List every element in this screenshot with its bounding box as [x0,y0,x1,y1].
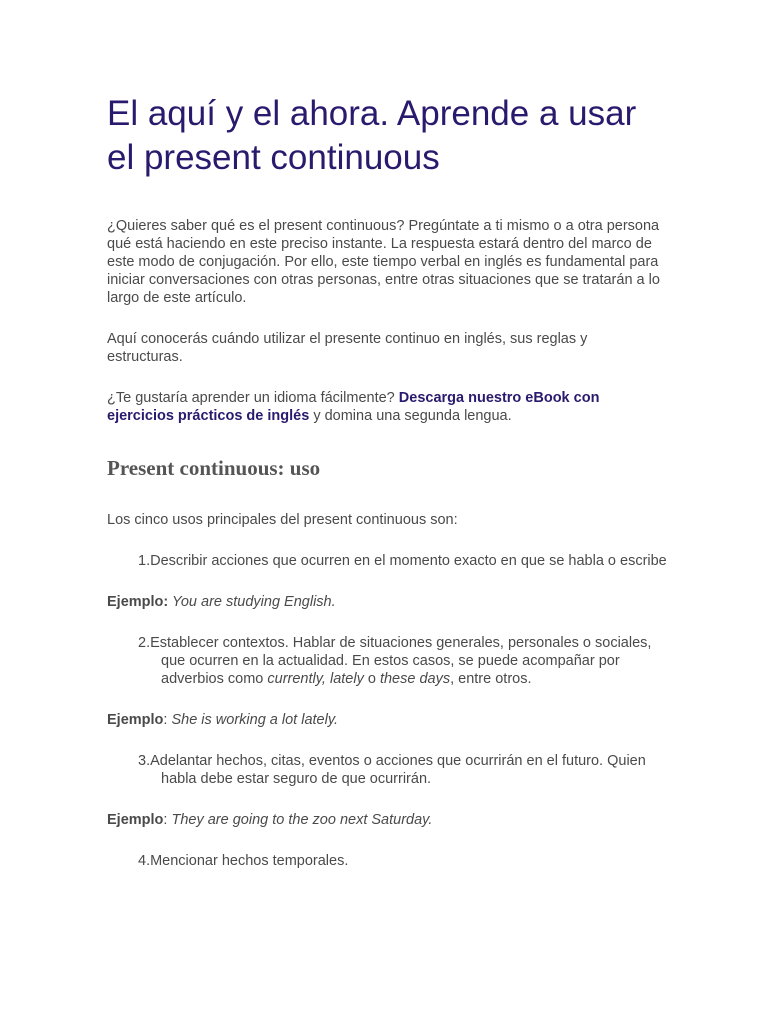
example-label: Ejemplo [107,812,164,828]
list-item-use-4 [107,852,667,870]
section-lead: Los cinco usos principales del present continuous son: [107,512,458,528]
ebook-download-link[interactable]: Descarga nuestro eBook con ejercicios prácticos de inglés [107,390,600,424]
list-item-text: Establecer contextos. Hablar de situaciones generales, personales o sociales, que ocurren en la actualidad. En estos casos, se puede acompañar por adverbios como [150,635,652,687]
adverb-italic-2: these days [379,671,451,687]
list-number: 4. [138,853,151,869]
cta-text-before: ¿Te gustaría aprender un idioma fácilmente? [107,390,399,406]
list-item-text: Adelantar hechos, citas, eventos o acciones que ocurrirán en el futuro. Quien habla debe estar seguro de que ocurrirán. [150,753,646,787]
list-number: 2. [138,635,151,651]
example-label: Ejemplo [107,712,164,728]
example-sentence: She is working a lot lately. [171,712,339,728]
list-number: 1. [138,553,151,569]
scope-paragraph: Aquí conocerás cuándo utilizar el presente continuo en inglés, sus reglas y estructuras. [107,331,588,365]
article [107,92,667,870]
example-sentence: They are going to the zoo next Saturday. [171,812,433,828]
list-item-text-mid: o [363,671,380,687]
list-item-text: Mencionar hechos temporales. [150,853,349,869]
example-sentence: You are studying English. [168,594,336,610]
list-number: 3. [138,753,151,769]
cta-text-after: y domina una segunda lengua. [309,408,512,424]
list-item-use-2 [107,634,667,688]
example-label: Ejemplo: [107,594,169,610]
list-item-use-3 [107,752,667,788]
example-colon: : [163,712,172,728]
list-item-text-after: , entre otros. [450,671,532,687]
list-item-text: Describir acciones que ocurren en el momento exacto en que se habla o escribe [150,553,667,569]
section-heading: Present continuous: uso [107,456,321,480]
example-colon: : [163,812,172,828]
article-title: El aquí y el ahora. Aprende a usar el present continuous [107,94,637,177]
example-use-3 [107,811,667,829]
intro-paragraph: ¿Quieres saber qué es el present continuous? Pregúntate a ti mismo o a otra persona qué está haciendo en este preciso instante. La respuesta estará dentro del marco de este modo de conjugación. Por ello, este tiempo verbal en inglés es fundamental para iniciar conversaciones con otras personas, entre otras situaciones que se tratarán a lo largo de este artículo. [107,218,660,306]
example-use-2 [107,711,667,729]
list-item-use-1 [107,552,667,570]
adverb-italic-1: currently, lately [267,671,364,687]
ebook-cta-paragraph [107,389,667,425]
example-use-1 [107,593,667,611]
